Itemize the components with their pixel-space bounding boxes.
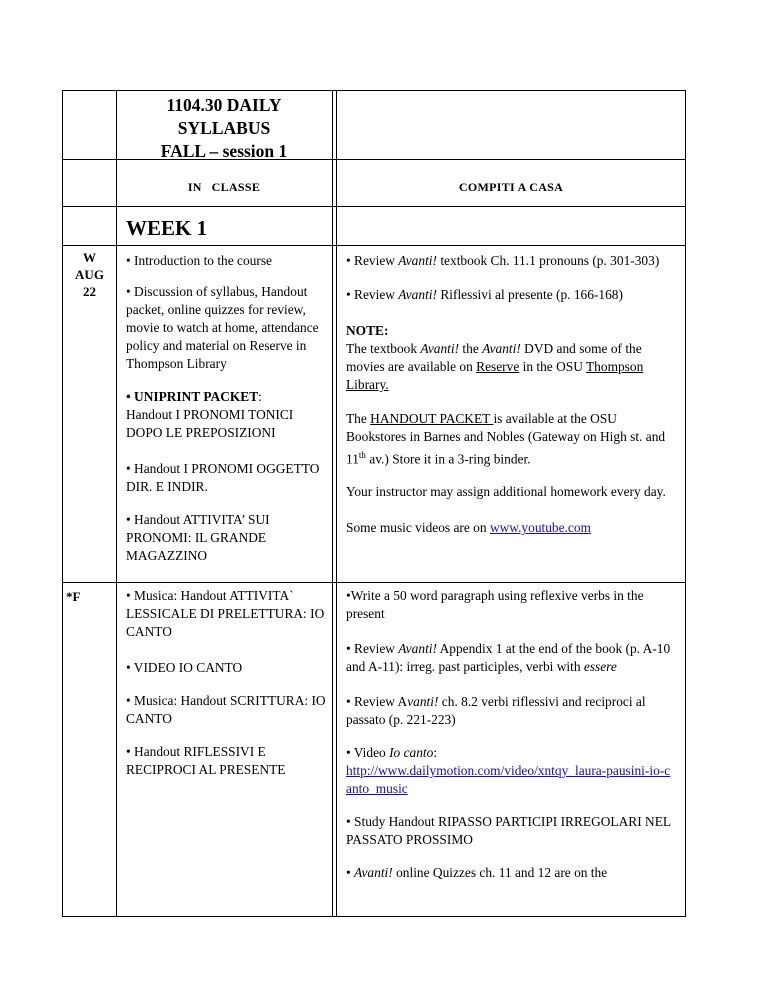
column-header-compiti: COMPITI A CASA	[458, 180, 564, 194]
row1-videos: Some music videos are on www.youtube.com	[346, 520, 591, 536]
row2-home-item: • Study Handout RIPASSO PARTICIPI IRREGOLARI NEL PASSATO PROSSIMO	[346, 814, 671, 847]
row1-instructor-note: Your instructor may assign additional homework every day.	[346, 484, 666, 500]
row2-class-item: • VIDEO IO CANTO	[126, 660, 243, 675]
uniprint-handout: Handout I PRONOMI TONICI DOPO LE PREPOSIZIONI	[126, 407, 294, 440]
row2-homework	[346, 587, 676, 882]
row1-class-item: • UNIPRINT PACKET: Handout I PRONOMI TONICI DOPO LE PREPOSIZIONI	[126, 389, 294, 440]
table-divider-class-inner	[336, 90, 337, 917]
row1-day-date: 22	[83, 284, 96, 299]
table-border-bottom	[62, 916, 686, 917]
row1-day-weekday: W	[83, 250, 96, 265]
row1-class-item: • Introduction to the course	[126, 253, 272, 268]
row2-home-item: • Review Avanti! Appendix 1 at the end of the book (p. A-10 and A-11): irreg. past participles, verbi with essere	[346, 641, 671, 674]
youtube-link[interactable]: www.youtube.com	[489, 520, 591, 536]
row1-home-item: • Review Avanti! textbook Ch. 11.1 pronouns (p. 301-303)	[346, 253, 660, 268]
table-rule-week	[62, 206, 686, 207]
row2-home-item: • Video Io canto: http://www.dailymotion.com/video/xntqy_laura-pausini-io-canto_music	[346, 745, 671, 796]
row2-day-label: *F	[66, 589, 81, 604]
note-label: NOTE:	[346, 323, 389, 338]
row1-day-label	[63, 249, 116, 300]
row1-day-month: AUG	[75, 267, 104, 282]
table-divider-class	[332, 90, 333, 917]
row2-class-item: • Handout RIFLESSIVI E RECIPROCI AL PRESENTE	[126, 744, 286, 777]
table-border-top	[62, 90, 686, 91]
table-rule-row2	[62, 582, 686, 583]
row2-class-item: • Musica: Handout SCRITTURA: IO CANTO	[126, 693, 326, 726]
row1-class-item: • Discussion of syllabus, Handout packet, online quizzes for review, movie to watch at home, attendance policy and material on Reserve in Thompson Library	[126, 284, 319, 371]
row2-home-item: • Avanti! online Quizzes ch. 11 and 12 are on the	[346, 865, 608, 880]
dailymotion-link[interactable]: http://www.dailymotion.com/video/xntqy_laura-pausini-io-canto_music	[346, 763, 671, 796]
row2-class-activities	[126, 587, 331, 779]
table-border-left	[62, 90, 63, 917]
table-border-right	[685, 90, 686, 917]
table-divider-day	[116, 90, 117, 917]
syllabus-title	[118, 94, 330, 163]
row1-homework	[346, 252, 676, 537]
week-heading: WEEK 1	[126, 216, 208, 240]
handout-packet-text: HANDOUT PACKET	[370, 411, 494, 426]
row1-class-activities	[126, 252, 331, 565]
row1-class-item: • Handout I PRONOMI OGGETTO DIR. E INDIR.	[126, 461, 320, 494]
row2-home-item: • Review Avanti! ch. 8.2 verbi riflessivi and reciproci al passato (p. 221-223)	[346, 694, 646, 727]
title-line-3: FALL – session 1	[160, 141, 288, 161]
column-header-in-classe: IN CLASSE	[187, 180, 261, 194]
row1-packet: The HANDOUT PACKET is available at the OSU Bookstores in Barnes and Nobles (Gateway on High st. and 11th av.) Store it in a 3-ring binder.	[346, 411, 666, 467]
title-line-1: 1104.30 DAILY	[166, 95, 282, 115]
table-rule-row1	[62, 245, 686, 246]
title-line-2: SYLLABUS	[177, 118, 271, 138]
row1-class-item: • Handout ATTIVITA’ SUI PRONOMI: IL GRANDE MAGAZZINO	[126, 512, 270, 563]
library-text: Thompson Library.	[346, 359, 644, 392]
uniprint-label: • UNIPRINT PACKET	[126, 389, 259, 404]
reserve-text: Reserve	[476, 359, 520, 374]
row2-class-item: • Musica: Handout ATTIVITA` LESSICALE DI PRELETTURA: IO CANTO	[126, 588, 325, 639]
row1-note: NOTE: The textbook Avanti! the Avanti! DVD and some of the movies are available on Reserve in the OSU Thompson Library.	[346, 323, 644, 392]
row1-home-item: • Review Avanti! Riflessivi al presente (p. 166-168)	[346, 287, 623, 302]
row2-home-item: •Write a 50 word paragraph using reflexive verbs in the present	[346, 588, 644, 621]
